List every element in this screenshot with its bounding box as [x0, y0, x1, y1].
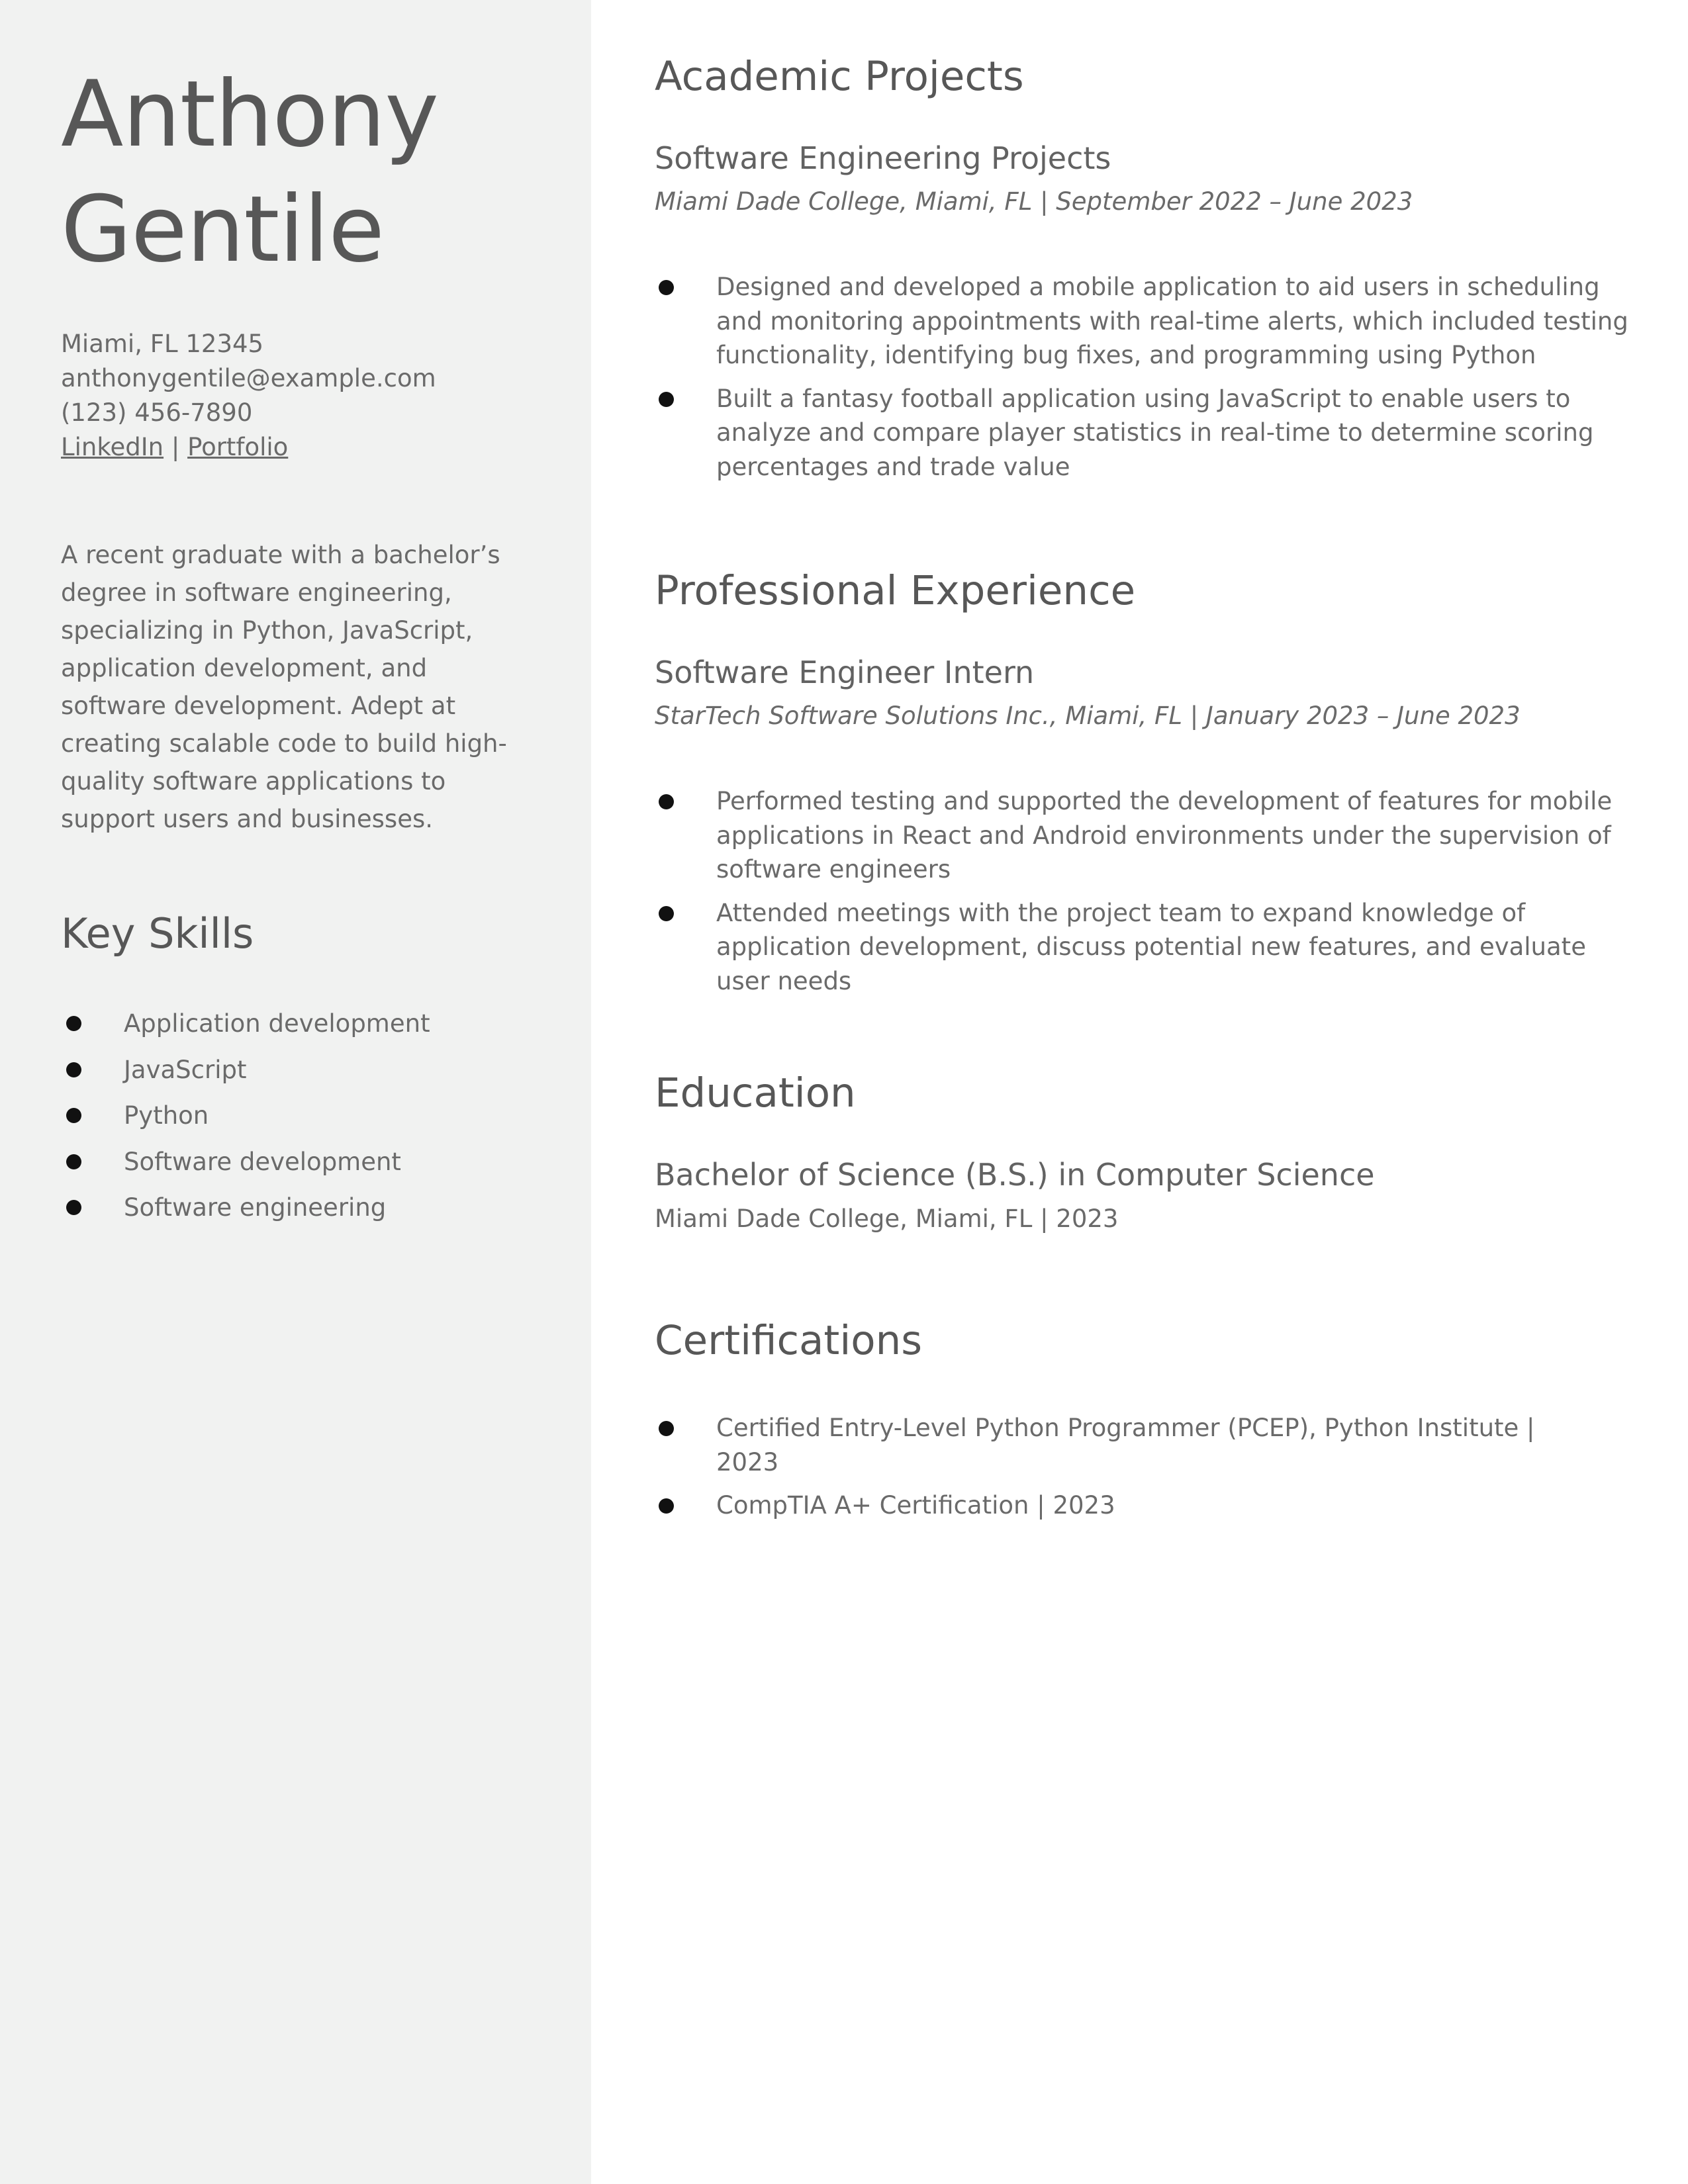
contact-phone: (123) 456-7890: [61, 398, 253, 427]
education-heading: Education: [655, 1069, 856, 1116]
bullet-icon: [66, 1062, 81, 1077]
bullet-icon: [659, 280, 674, 295]
skill-label: Software development: [124, 1147, 401, 1176]
bullet-icon: [66, 1154, 81, 1169]
job-meta: StarTech Software Solutions Inc., Miami, FL | January 2023 – June 2023: [655, 702, 1521, 730]
skill-label: Software engineering: [124, 1193, 387, 1222]
professional-summary: A recent graduate with a bachelor’s degree in software engineering, specializing in Python, JavaScript, application development, and software development. Adept at creating scalable code to build high-quality software applications to support users and businesses.: [61, 541, 507, 833]
job-title: Software Engineer Intern: [655, 655, 1035, 690]
list-item: [655, 1488, 1595, 1523]
certifications-list: [655, 1411, 1595, 1532]
list-item: [61, 1139, 430, 1185]
list-item: [655, 1411, 1595, 1479]
contact-email: anthonygentile@example.com: [61, 364, 436, 392]
list-item: [655, 270, 1634, 373]
contact-links: [61, 430, 436, 465]
list-item: [61, 1185, 430, 1231]
skill-label: JavaScript: [124, 1055, 247, 1084]
skill-label: Python: [124, 1101, 209, 1130]
list-item: [61, 1047, 430, 1093]
degree-title: Bachelor of Science (B.S.) in Computer Science: [655, 1157, 1375, 1193]
bullet-text: Designed and developed a mobile application to aid users in scheduling and monitoring appointments with real-time alerts, which included testing functionality, identifying bug fixes, and programming using Python: [716, 273, 1628, 369]
list-item: [655, 896, 1634, 999]
contact-location: Miami, FL 12345: [61, 330, 264, 358]
key-skills-heading: Key Skills: [61, 909, 254, 958]
bullet-icon: [659, 1498, 674, 1514]
bullet-text: Built a fantasy football application using JavaScript to enable users to analyze and compare player statistics in real-time to determine scoring percentages and trade value: [716, 384, 1594, 481]
list-item: [61, 1093, 430, 1139]
project-title: Software Engineering Projects: [655, 140, 1111, 176]
degree-meta: Miami Dade College, Miami, FL | 2023: [655, 1205, 1119, 1233]
project-meta: Miami Dade College, Miami, FL | September 2022 – June 2023: [655, 187, 1413, 216]
certifications-heading: Certifications: [655, 1317, 923, 1364]
bullet-text: Attended meetings with the project team to expand knowledge of application development, discuss potential new features, and evaluate user needs: [716, 898, 1586, 995]
bullet-icon: [66, 1016, 81, 1031]
list-item: [655, 784, 1634, 887]
project-bullets: [655, 270, 1634, 493]
experience-bullets: [655, 784, 1634, 1007]
bullet-icon: [659, 794, 674, 809]
bullet-icon: [659, 906, 674, 921]
linkedin-link[interactable]: LinkedIn: [61, 433, 164, 461]
key-skills-list: [61, 1001, 430, 1231]
academic-projects-heading: Academic Projects: [655, 53, 1024, 100]
list-item: [61, 1001, 430, 1047]
bullet-icon: [659, 392, 674, 407]
experience-heading: Professional Experience: [655, 567, 1136, 614]
bullet-icon: [66, 1200, 81, 1215]
sidebar: [0, 0, 591, 2184]
list-item: [655, 382, 1634, 484]
link-separator: |: [171, 433, 180, 461]
bullet-icon: [66, 1108, 81, 1123]
bullet-text: Performed testing and supported the development of features for mobile applications in React and Android environments under the supervision of software engineers: [716, 787, 1613, 884]
main-content: [591, 0, 1688, 2184]
candidate-name: [61, 57, 438, 287]
bullet-icon: [659, 1421, 674, 1436]
portfolio-link[interactable]: Portfolio: [187, 433, 289, 461]
name-first: Anthony: [61, 61, 438, 167]
skill-label: Application development: [124, 1009, 430, 1038]
certification-text: Certified Entry-Level Python Programmer (PCEP), Python Institute | 2023: [716, 1414, 1535, 1477]
contact-info: [61, 327, 436, 465]
certification-text: CompTIA A+ Certification | 2023: [716, 1491, 1115, 1520]
name-last: Gentile: [61, 176, 384, 283]
